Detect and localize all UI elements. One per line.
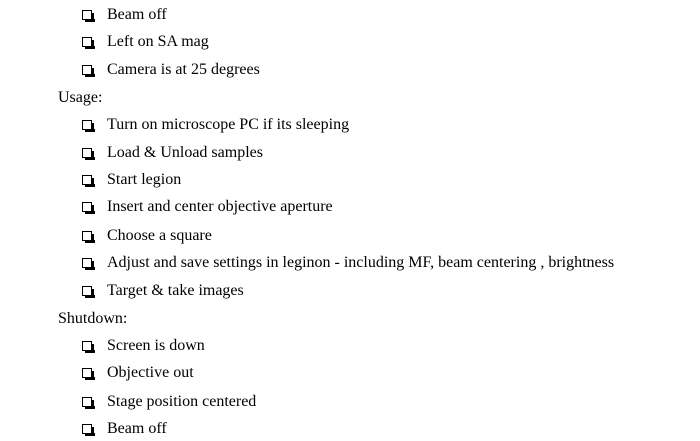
list-item bbox=[82, 170, 181, 190]
checkbox-icon bbox=[82, 397, 92, 407]
list-item-label: Screen is down bbox=[107, 337, 205, 354]
checkbox-icon bbox=[82, 286, 92, 296]
list-item bbox=[82, 281, 244, 301]
list-item bbox=[82, 363, 194, 383]
list-item-label: Objective out bbox=[107, 364, 194, 381]
list-item bbox=[82, 60, 260, 80]
list-item-label: Camera is at 25 degrees bbox=[107, 61, 260, 78]
list-item-label: Start legion bbox=[107, 171, 182, 188]
checkbox-icon bbox=[82, 341, 92, 351]
list-item bbox=[82, 419, 167, 439]
list-item bbox=[82, 253, 614, 273]
list-item-label: Beam off bbox=[107, 6, 167, 23]
list-item bbox=[82, 226, 212, 246]
list-item-label: Turn on microscope PC if its sleeping bbox=[107, 116, 350, 133]
shutdown-heading: Shutdown: bbox=[58, 310, 128, 327]
checkbox-icon bbox=[82, 368, 92, 378]
list-item-label: Beam off bbox=[107, 420, 167, 437]
list-item-label: Insert and center objective aperture bbox=[107, 198, 333, 215]
list-item bbox=[82, 197, 333, 217]
list-item bbox=[82, 336, 205, 356]
usage-heading: Usage: bbox=[58, 89, 103, 106]
checkbox-icon bbox=[82, 148, 92, 158]
checkbox-icon bbox=[82, 258, 92, 268]
list-item-label: Load & Unload samples bbox=[107, 144, 263, 161]
list-item bbox=[82, 143, 263, 163]
checkbox-icon bbox=[82, 65, 92, 75]
list-item bbox=[82, 115, 349, 135]
checkbox-icon bbox=[82, 231, 92, 241]
list-item-label: Target & take images bbox=[107, 282, 244, 299]
checkbox-icon bbox=[82, 120, 92, 130]
list-item-label: Left on SA mag bbox=[107, 33, 209, 50]
checkbox-icon bbox=[82, 37, 92, 47]
list-item-label: Adjust and save settings in leginon - including MF, beam centering , brightness bbox=[107, 254, 615, 271]
list-item bbox=[82, 32, 209, 52]
checkbox-icon bbox=[82, 202, 92, 212]
checkbox-icon bbox=[82, 10, 92, 20]
list-item bbox=[82, 392, 256, 412]
list-item bbox=[82, 5, 167, 25]
list-item-label: Stage position centered bbox=[107, 393, 257, 410]
list-item-label: Choose a square bbox=[107, 227, 212, 244]
checkbox-icon bbox=[82, 424, 92, 434]
checkbox-icon bbox=[82, 175, 92, 185]
